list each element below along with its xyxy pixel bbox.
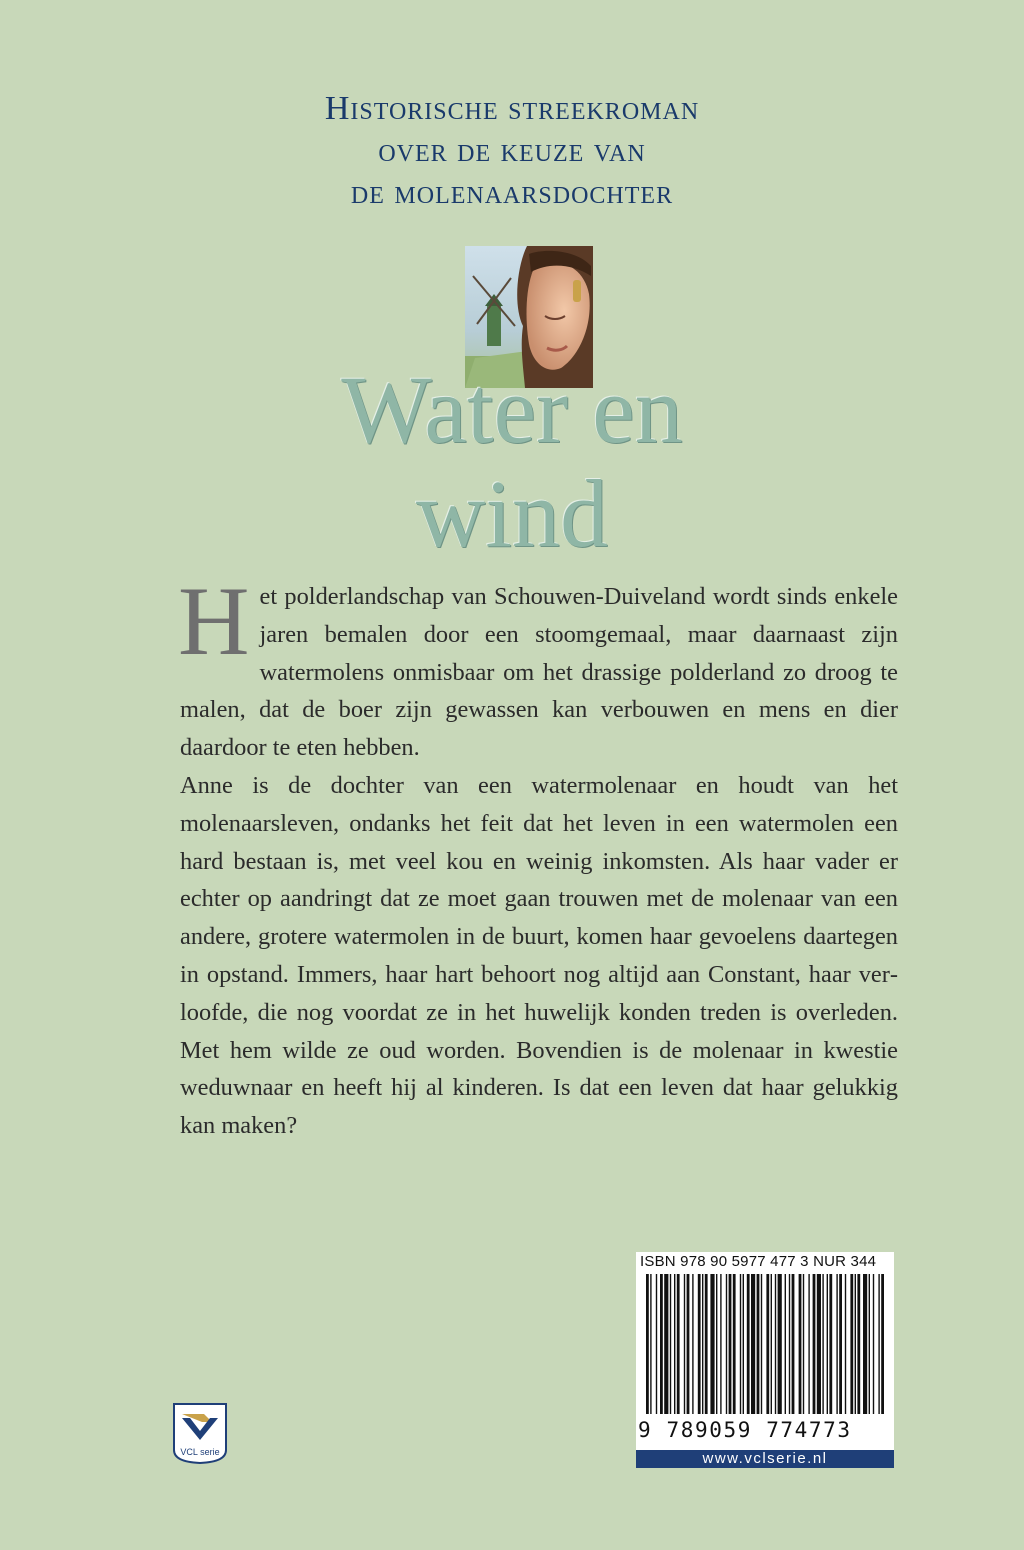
barcode-bar [720, 1274, 721, 1414]
logo-label: VCL serie [180, 1447, 220, 1457]
barcode-bar [792, 1274, 795, 1414]
barcode-bar [873, 1274, 874, 1414]
tagline [0, 88, 1024, 214]
drop-cap: H [178, 567, 250, 676]
barcode-bar [733, 1274, 736, 1414]
barcode-bar [827, 1274, 828, 1414]
barcode-bar [660, 1274, 663, 1414]
barcode-bar [757, 1274, 760, 1414]
barcode-bar [766, 1274, 769, 1414]
barcode-bar [747, 1274, 750, 1414]
blurb-paragraph-2: Anne is de dochter van een watermolenaar en houdt van het molenaarsleven, ondanks het feit dat het leven in een watermolen een hard bestaan is, met veel kou en weinig inkomsten. Als haar vader er echter op aandringt dat ze moet gaan trouwen met de molenaar van een andere, grotere watermolen in de buurt, komen haar gevoelens daartegen in opstand. Immers, haar hart behoort nog altijd aan Constant, haar verloofde, die nog voordat ze in het huwelijk konden treden is overleden. Met hem wilde ze oud worden. Bovendien is de molenaar in kwestie weduwnaar en heeft hij al kinderen. Is dat een leven dat haar gelukkig kan maken? [180, 771, 898, 1140]
barcode-bar [705, 1274, 708, 1414]
barcode-bar [674, 1274, 675, 1414]
tagline-line-1: Historische streekroman [324, 90, 700, 127]
barcode-bar [857, 1274, 860, 1414]
barcode-bar [751, 1274, 755, 1414]
barcode-bar [822, 1274, 823, 1414]
barcode-bar [664, 1274, 668, 1414]
barcode-bar [670, 1274, 671, 1414]
book-title-line-1: Water en [341, 356, 683, 463]
barcode-bar [855, 1274, 856, 1414]
barcode-bar [710, 1274, 714, 1414]
barcode-bar [743, 1274, 744, 1414]
barcode-bar [684, 1274, 685, 1414]
barcode-bar [845, 1274, 846, 1414]
barcode-bar [878, 1274, 879, 1414]
barcode-bar [687, 1274, 690, 1414]
barcode-bar [656, 1274, 657, 1414]
barcode-bar [650, 1274, 651, 1414]
barcode-bar [813, 1274, 816, 1414]
barcode-image [640, 1274, 890, 1420]
barcode-bar [789, 1274, 790, 1414]
barcode-bar [808, 1274, 809, 1414]
tagline-line-3: de molenaarsdochter [350, 174, 674, 211]
blurb-text [178, 567, 898, 1145]
barcode-bar [740, 1274, 741, 1414]
barcode-bar [677, 1274, 680, 1414]
barcode-bar [775, 1274, 776, 1414]
barcode-bar [817, 1274, 821, 1414]
barcode-box [636, 1252, 894, 1464]
barcode-bar [729, 1274, 732, 1414]
book-title-line-2: wind [416, 460, 608, 567]
barcode-bar [829, 1274, 832, 1414]
barcode-bar [726, 1274, 727, 1414]
blurb-paragraph-1: et polderlandschap van Schouwen-Duiveland wordt sinds enkele jaren bemalen door een stoomgemaal, maar daarnaast zijn watermolens onmisbaar om het drassige polderland zo droog te malen, dat de boer zijn gewassen kan verbouwen en mens en dier daardoor te eten hebben. [180, 583, 898, 762]
book-title [0, 358, 1024, 566]
barcode-bar [785, 1274, 786, 1414]
barcode-bar [836, 1274, 837, 1414]
barcode-digits: 9 789059 774773 [638, 1418, 852, 1442]
barcode-bar [698, 1274, 701, 1414]
tagline-line-2: over de keuze van [378, 132, 646, 169]
barcode-bar [771, 1274, 772, 1414]
barcode-bar [778, 1274, 782, 1414]
barcode-bar [863, 1274, 867, 1414]
barcode-bar [869, 1274, 870, 1414]
barcode-bar [761, 1274, 762, 1414]
barcode-bar [881, 1274, 884, 1414]
barcode-bar [702, 1274, 703, 1414]
barcode-bar [646, 1274, 649, 1414]
barcode-bar [850, 1274, 853, 1414]
website-url[interactable]: www.vclserie.nl [636, 1450, 894, 1468]
barcode-bar [692, 1274, 693, 1414]
barcode-bar [799, 1274, 802, 1414]
isbn-label: ISBN 978 90 5977 477 3 NUR 344 [640, 1253, 877, 1270]
barcode-bar [839, 1274, 842, 1414]
vcl-serie-logo [172, 1402, 228, 1464]
barcode-bar [803, 1274, 804, 1414]
barcode-bar [716, 1274, 717, 1414]
